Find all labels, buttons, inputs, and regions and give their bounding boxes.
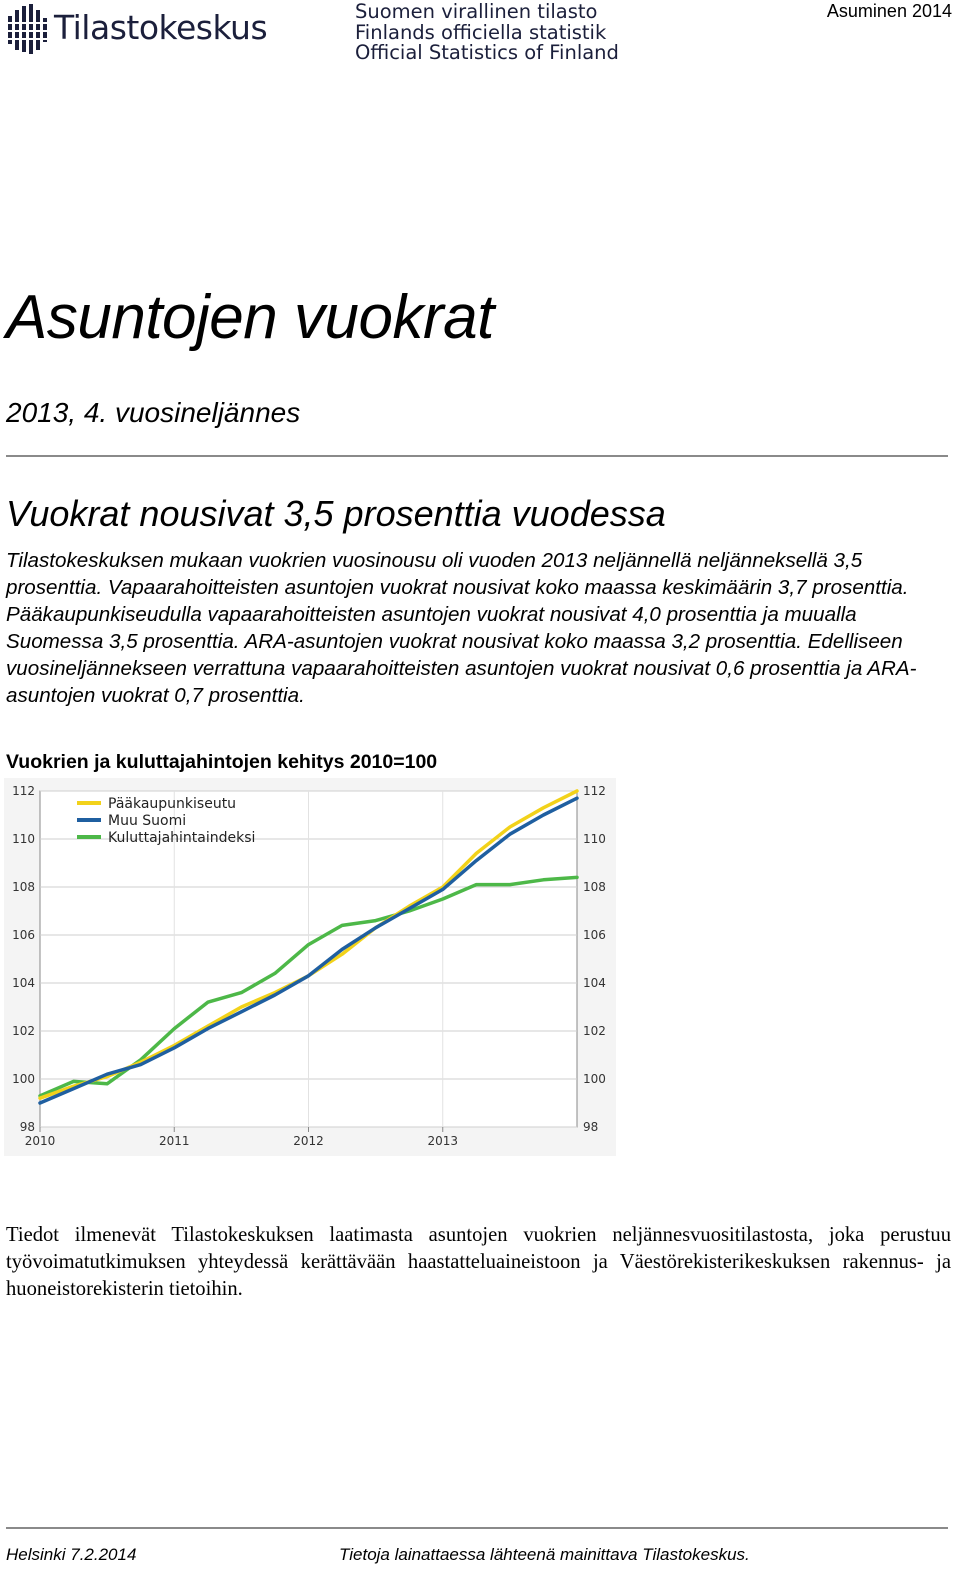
- y-tick-label-right: 106: [583, 928, 606, 942]
- tilastokeskus-logo: [6, 2, 268, 56]
- official-line-fi: Suomen virallinen tilasto: [355, 0, 598, 23]
- y-tick-label-right: 102: [583, 1024, 606, 1038]
- y-tick-label-right: 104: [583, 976, 606, 990]
- chart-title: Vuokrien ja kuluttajahintojen kehitys 2010=100: [6, 751, 438, 773]
- legend-label: Pääkaupunkiseutu: [108, 796, 237, 812]
- lead-paragraph: Tilastokeskuksen mukaan vuokrien vuosinousu oli vuoden 2013 neljännellä neljänneksellä 3,5 prosenttia. Vapaarahoitteisten asuntojen vuokrat nousivat koko maassa keskimäärin 3,7 prosenttia. Pääkaupunkiseudulla vapaarahoitteisten asuntojen vuokrat nousivat 4,0 prosenttia ja muualla Suomessa 3,5 prosenttia. ARA-asuntojen vuokrat nousivat koko maassa 3,2 prosenttia. Edelliseen vuosineljännekseen verrattuna vapaarahoitteisten asuntojen vuokrat nousivat 0,6 prosenttia ja ARA-asuntojen vuokrat 0,7 prosenttia.: [6, 549, 917, 707]
- y-tick-label-left: 108: [12, 880, 35, 894]
- period-subtitle: 2013, 4. vuosineljännes: [6, 397, 301, 428]
- y-tick-label-left: 102: [12, 1024, 35, 1038]
- y-tick-label-left: 100: [12, 1072, 35, 1086]
- headline: Vuokrat nousivat 3,5 prosenttia vuodessa: [6, 493, 666, 534]
- y-tick-label-right: 108: [583, 880, 606, 894]
- x-tick-label: 2012: [293, 1134, 324, 1148]
- x-tick-label: 2010: [24, 1134, 56, 1148]
- y-tick-label-left: 112: [12, 784, 35, 798]
- footer-source-note: Tietoja lainattaessa lähteenä mainittava Tilastokeskus.: [339, 1545, 750, 1564]
- official-statistics-label: [355, 2, 619, 64]
- y-tick-label-left: 106: [12, 928, 35, 942]
- y-tick-label-left: 98: [19, 1120, 35, 1134]
- logo-text: Tilastokeskus: [54, 8, 268, 47]
- y-tick-label-right: 100: [583, 1072, 606, 1086]
- divider: [6, 455, 948, 457]
- x-tick-label: 2011: [158, 1134, 190, 1148]
- body-paragraph: Tiedot ilmenevät Tilastokeskuksen laatimasta asuntojen vuokrien neljännesvuositilastosta, joka perustuu työvoimatutkimuksen yhteydessä kerättävään haastatteluaineistoon ja Väestörekisterikeskuksen rakennus- ja huoneistorekisterin tietoihin.: [6, 1224, 951, 1300]
- legend-label: Kuluttajahintaindeksi: [108, 830, 256, 846]
- logo-bars-icon: [6, 2, 52, 56]
- official-line-en: Official Statistics of Finland: [355, 41, 619, 64]
- x-tick-label: 2013: [427, 1134, 459, 1148]
- y-tick-label-left: 110: [12, 832, 35, 846]
- y-tick-label-right: 110: [583, 832, 606, 846]
- line-chart: [4, 778, 624, 1158]
- y-tick-label-right: 98: [583, 1120, 599, 1134]
- y-tick-label-right: 112: [583, 784, 606, 798]
- footer-date: Helsinki 7.2.2014: [6, 1545, 137, 1564]
- legend-label: Muu Suomi: [108, 813, 187, 829]
- footer-divider: [6, 1527, 948, 1529]
- y-tick-label-left: 104: [12, 976, 35, 990]
- official-line-sv: Finlands officiella statistik: [355, 20, 607, 44]
- series-tag: Asuminen 2014: [826, 1, 952, 21]
- page-title: Asuntojen vuokrat: [6, 283, 494, 352]
